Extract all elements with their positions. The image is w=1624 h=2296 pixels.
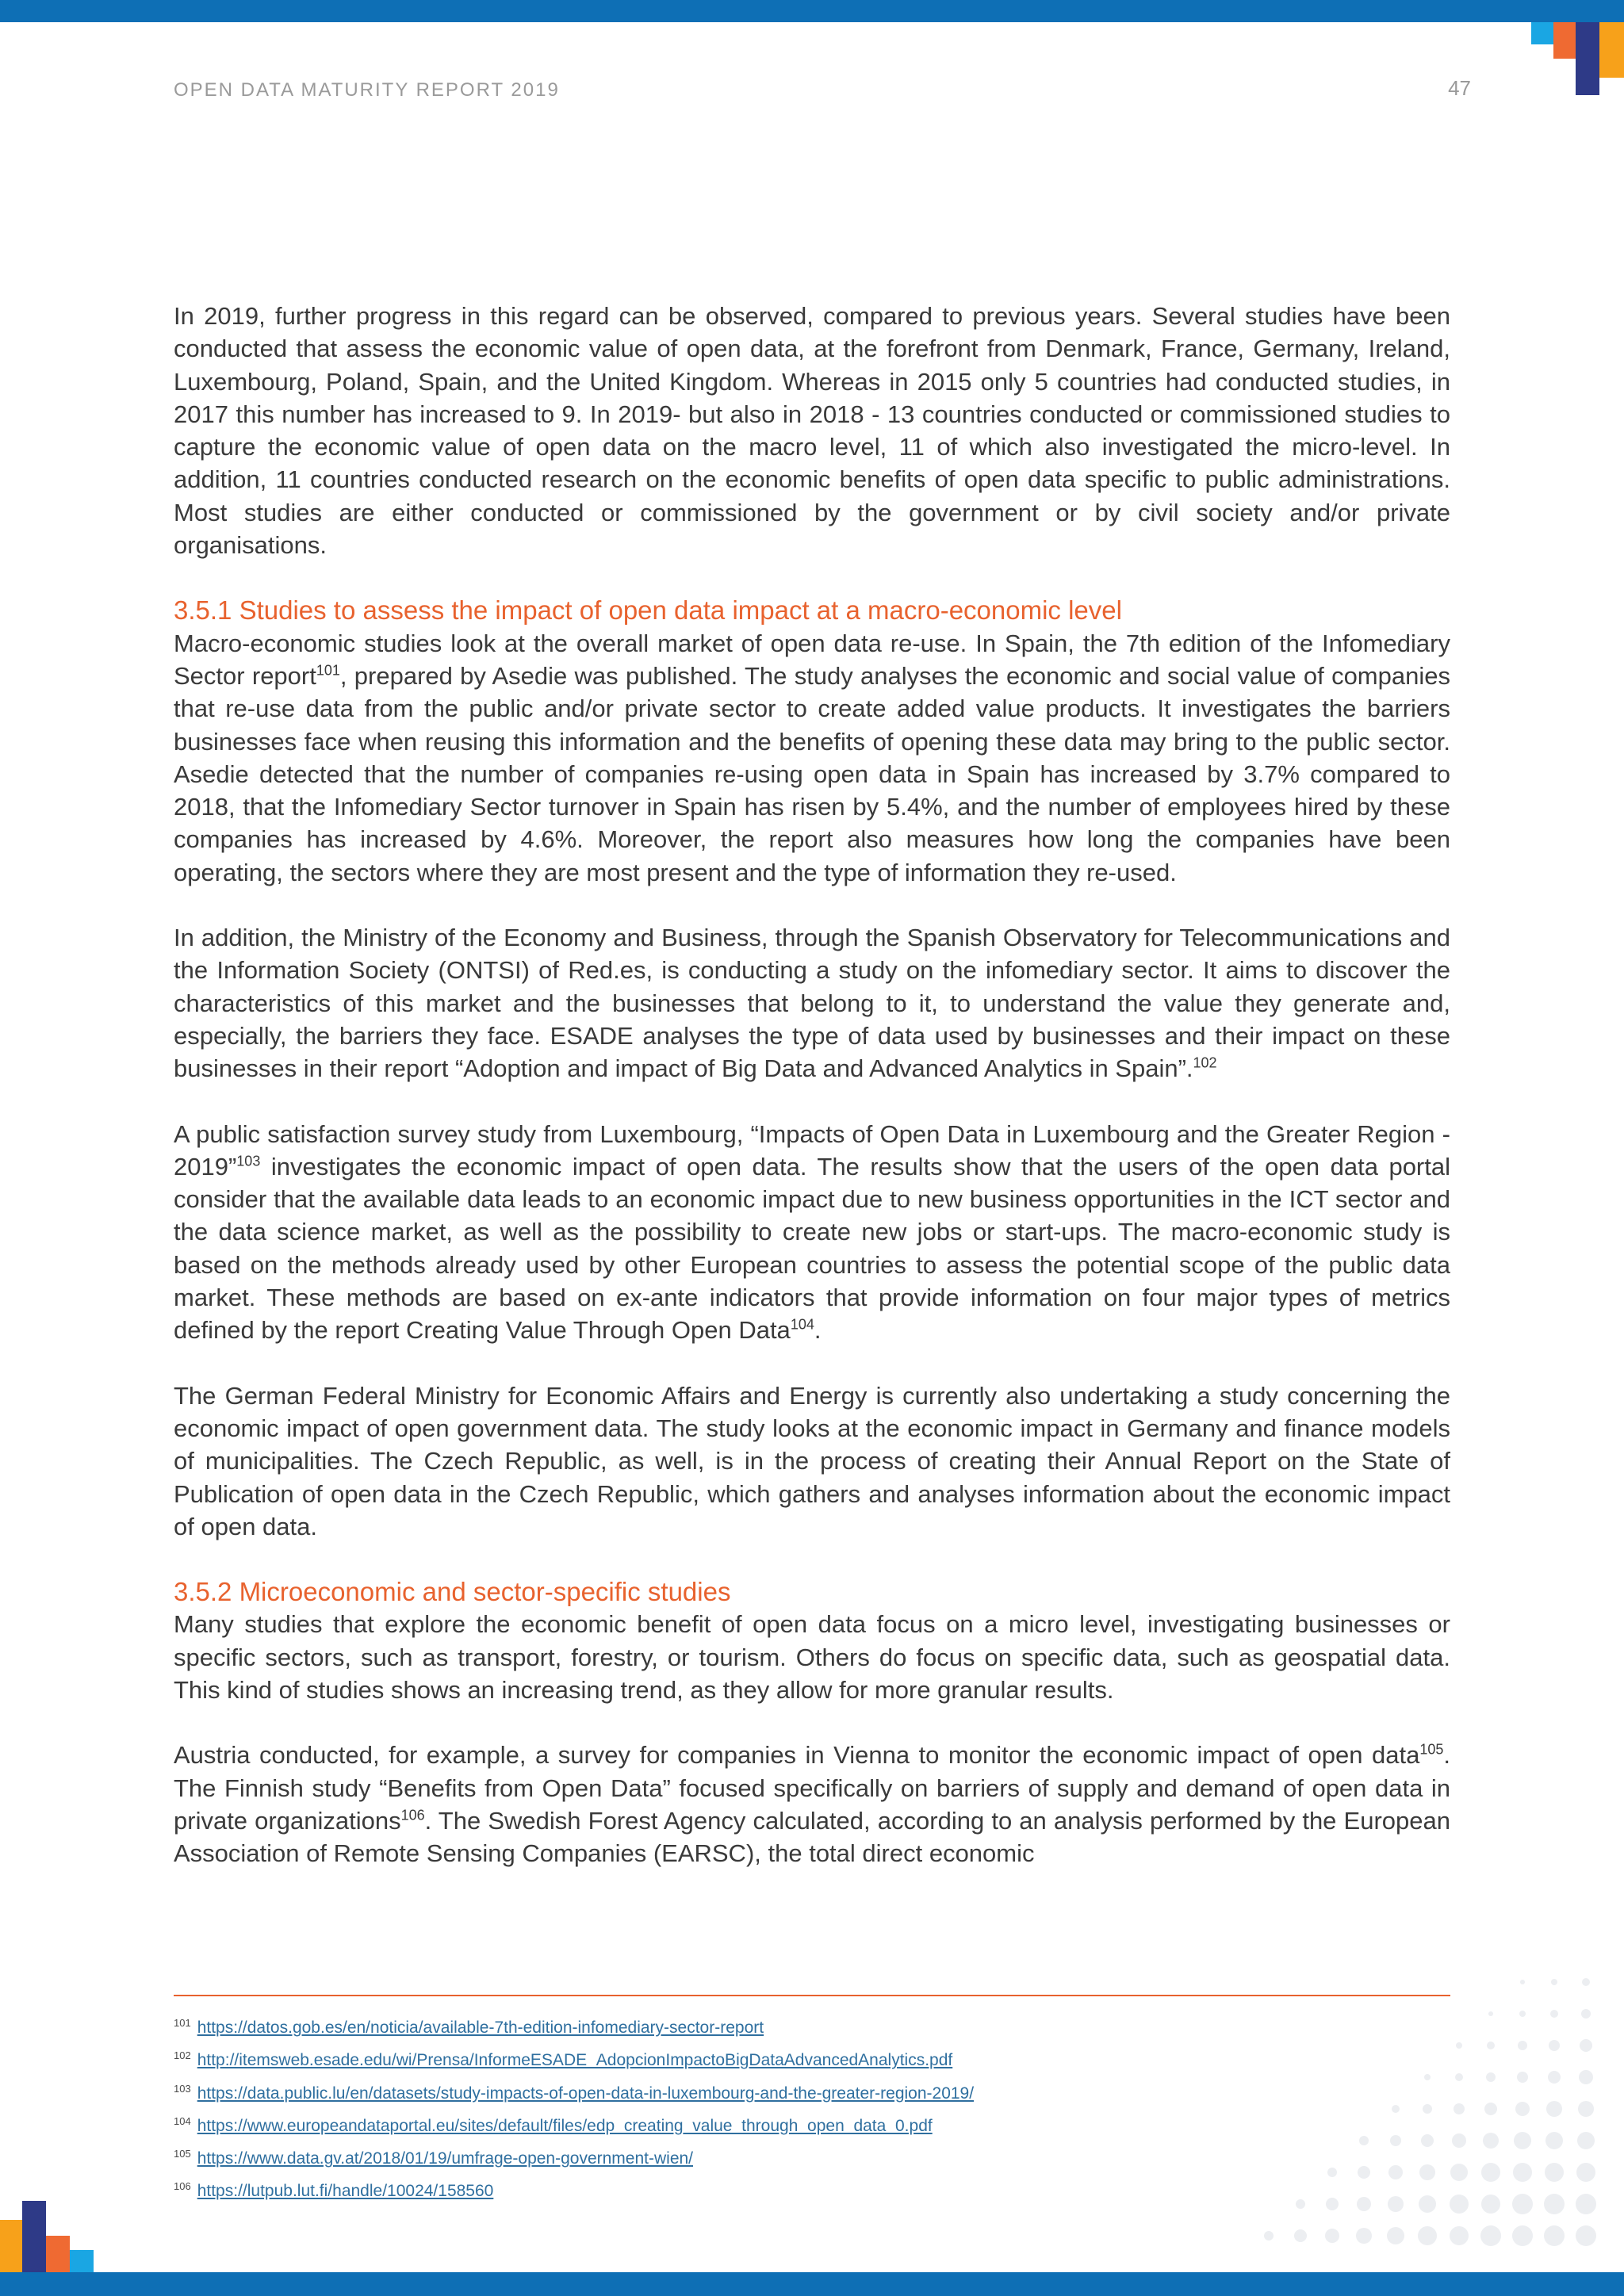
footnote-ref-103[interactable]: 103: [236, 1153, 261, 1169]
footnote-item: $^{103}$ https://data.public.lu/en/datasets/study-impacts-of-open-data-in-luxembourg-and-the-greater-region-2019/: [174, 2082, 975, 2103]
macro-paragraph-4: The German Federal Ministry for Economic Affairs and Energy is currently also undertaking a study concerning the economic impact of open government data. The study looks at the economic impact in Germany and finance models of municipalities. The Czech Republic, as well, is in the process of creating their Annual Report on the State of Publication of open data in the Czech Republic, which gathers and analyses information about the economic impact of open data.: [174, 1381, 1450, 1540]
section-heading-3-5-2: 3.5.2 Microeconomic and sector-specific studies: [174, 1577, 731, 1607]
micro-paragraph-1: Many studies that explore the economic benefit of open data focus on a micro level, investigating businesses or specific sectors, such as transport, forestry, or tourism. Others do focus on specific data, such as geospatial data. This kind of studies shows an increasing trend, as they allow for more granular results.: [174, 1610, 1450, 1704]
footnote-ref-102[interactable]: 102: [1193, 1054, 1217, 1071]
footnote-ref-105[interactable]: 105: [1419, 1741, 1444, 1758]
macro-paragraph-1: Macro-economic studies look at the overall market of open data re-use. In Spain, the 7th edition of the Infomediary Sector report$^{101}$, prepared by Asedie was published. The study analyses the economic and social value of companies that re-use data from the public and/or private sector to create added value products. It investigates the barriers businesses face when reusing this information and the benefits of opening these data may bring to the public sector. Asedie detected that the number of companies re-using open data in Spain has increased by 3.7% compared to 2018, that the Infomediary Sector turnover in Spain has risen by 5.4%, and the number of employees hired by these companies has increased by 4.6%. Moreover, the report also measures how long the companies have been operating, the sectors where they are most present and the type of information they re-used.: [174, 629, 1450, 886]
top-color-bar: [0, 0, 1624, 22]
dot-pattern-decoration: [1237, 1919, 1624, 2272]
bottom-color-bar: [0, 2272, 1624, 2296]
section-heading-3-5-1: 3.5.1 Studies to assess the impact of open data impact at a macro-economic level: [174, 595, 1122, 626]
footnote-link[interactable]: https://data.public.lu/en/datasets/study-impacts-of-open-data-in-luxembourg-and-the-greater-region-2019/: [197, 2084, 975, 2103]
macro-paragraph-3: A public satisfaction survey study from Luxembourg, “Impacts of Open Data in Luxembourg and the Greater Region - 2019”$^{103}$ investigates the economic impact of open data. The results show that the users of the open data portal consider that the available data leads to an economic impact due to new business opportunities in the ICT sector and the data science market, as well as the possibility to create new jobs or start-ups. The macro-economic study is based on the methods already used by other European countries to assess the potential scope of the public data market. These methods are based on ex-ante indicators that provide information on four major types of metrics defined by the report Creating Value Through Open Data$^{104}$.: [174, 1119, 1450, 1345]
footnote-item: $^{105}$ https://www.data.gv.at/2018/01/19/umfrage-open-government-wien/: [174, 2148, 694, 2168]
footnote-ref-106[interactable]: 106: [400, 1807, 425, 1823]
footnote-link[interactable]: https://www.europeandataportal.eu/sites/default/files/edp_creating_value_through_open_data_0.pdf: [197, 2116, 933, 2135]
macro-paragraph-2: In addition, the Ministry of the Economy and Business, through the Spanish Observatory for Telecommunications and the Information Society (ONTSI) of Red.es, is conducting a study on the infomediary sector. It aims to discover the characteristics of this market and the businesses that belong to it, to understand the value they generate and, especially, the barriers they face. ESADE analyses the type of data used by businesses and their impact on these businesses in their report “Adoption and impact of Big Data and Advanced Analytics in Spain”.$^{102}$: [174, 924, 1450, 1083]
footnote-item: $^{101}$ https://datos.gob.es/en/noticia/available-7th-edition-infomediary-sector-report: [174, 2017, 764, 2037]
footnote-link[interactable]: https://lutpub.lut.fi/handle/10024/158560: [197, 2182, 494, 2201]
report-header-title: OPEN DATA MATURITY REPORT 2019: [174, 79, 560, 101]
footnote-link[interactable]: http://itemsweb.esade.edu/wi/Prensa/InformeESADE_AdopcionImpactoBigDataAdvancedAnalytics.pdf: [197, 2051, 953, 2070]
intro-paragraph: In 2019, further progress in this regard can be observed, compared to previous years. Several studies have been conducted that assess the economic value of open data, at the forefront from Denmark, France, Germany, Ireland, Luxembourg, Poland, Spain, and the United Kingdom. Whereas in 2015 only 5 countries had conducted studies, in 2017 this number has increased to 9. In 2019- but also in 2018 - 13 countries conducted or commissioned studies to capture the economic value of open data on the macro level, 11 of which also investigated the micro-level. In addition, 11 countries conducted research on the economic benefits of open data specific to public administrations. Most studies are either conducted or commissioned by the government or by civil society and/or private organisations.: [174, 302, 1450, 560]
main-content: [174, 300, 1450, 1869]
footnote-item: $^{106}$ https://lutpub.lut.fi/handle/10024/158560: [174, 2180, 494, 2201]
footnote-item: $^{104}$ https://www.europeandataportal.eu/sites/default/files/edp_creating_value_through_open_data_0.pdf: [174, 2114, 933, 2135]
footnote-link[interactable]: https://datos.gob.es/en/noticia/available-7th-edition-infomediary-sector-report: [197, 2019, 764, 2037]
page-number: 47: [1448, 76, 1471, 100]
footnote-ref-104[interactable]: 104: [790, 1316, 814, 1333]
footnote-link[interactable]: https://www.data.gv.at/2018/01/19/umfrage-open-government-wien/: [197, 2149, 694, 2168]
footnote-ref-101[interactable]: 101: [316, 662, 340, 679]
micro-paragraph-2: Austria conducted, for example, a survey for companies in Vienna to monitor the economic impact of open data$^{105}$. The Finnish study “Benefits from Open Data” focused specifically on barriers of supply and demand of open data in private organizations$^{106}$. The Swedish Forest Agency calculated, according to an analysis performed by the European Association of Remote Sensing Companies (EARSC), the total direct economic: [174, 1741, 1450, 1868]
footnote-item: $^{102}$ http://itemsweb.esade.edu/wi/Prensa/InformeESADE_AdopcionImpactoBigDataAdvancedAnalytics.pdf: [174, 2049, 953, 2070]
